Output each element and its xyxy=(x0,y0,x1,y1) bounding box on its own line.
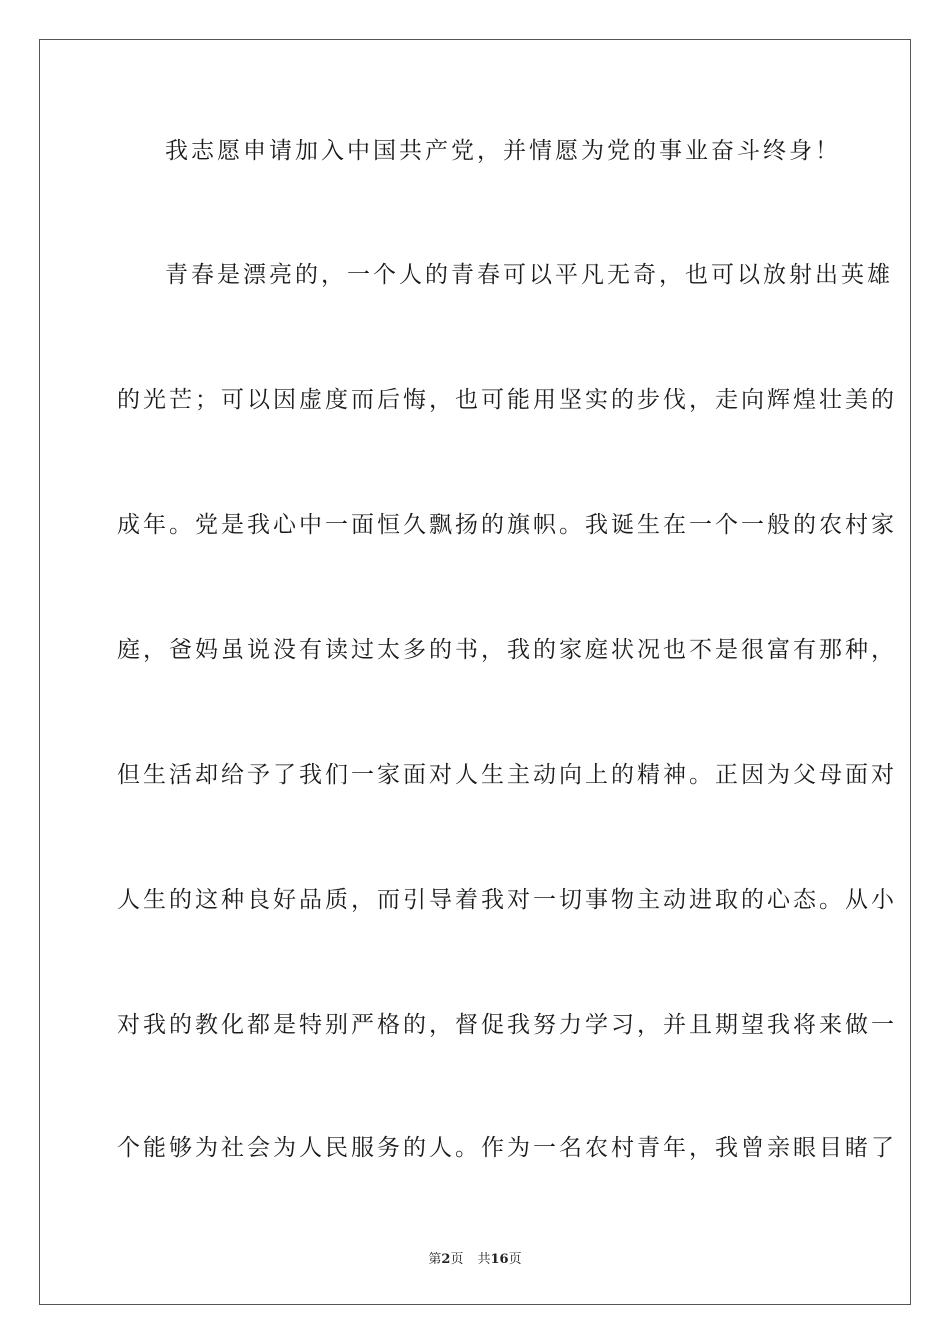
total-suffix: 页 xyxy=(508,1252,522,1267)
page-prefix: 第 xyxy=(428,1252,442,1267)
page-number: 2 xyxy=(441,1252,451,1267)
paragraph-line-9: 个能够为社会为人民服务的人。作为一名农村青年，我曾亲眼目睹了 xyxy=(117,1135,897,1161)
paragraph-line-4: 成年。党是我心中一面恒久飘扬的旗帜。我诞生在一个一般的农村家 xyxy=(117,512,897,538)
paragraph-line-6: 但生活却给予了我们一家面对人生主动向上的精神。正因为父母面对 xyxy=(117,762,897,788)
paragraph-line-8: 对我的教化都是特别严格的，督促我努力学习，并且期望我将来做一 xyxy=(117,1012,897,1038)
paragraph-line-2: 青春是漂亮的，一个人的青春可以平凡无奇，也可以放射出英雄 xyxy=(165,262,893,288)
paragraph-line-1: 我志愿申请加入中国共产党，并情愿为党的事业奋斗终身！ xyxy=(165,138,841,164)
total-prefix: 共 xyxy=(477,1252,491,1267)
page-border xyxy=(39,39,911,1305)
total-pages: 16 xyxy=(490,1252,509,1267)
paragraph-line-3: 的光芒；可以因虚度而后悔，也可能用坚实的步伐，走向辉煌壮美的 xyxy=(117,387,897,413)
page-suffix: 页 xyxy=(450,1252,464,1267)
page-footer xyxy=(0,1248,950,1267)
paragraph-line-5: 庭，爸妈虽说没有读过太多的书，我的家庭状况也不是很富有那种， xyxy=(117,637,897,663)
paragraph-line-7: 人生的这种良好品质，而引导着我对一切事物主动进取的心态。从小 xyxy=(117,887,897,913)
